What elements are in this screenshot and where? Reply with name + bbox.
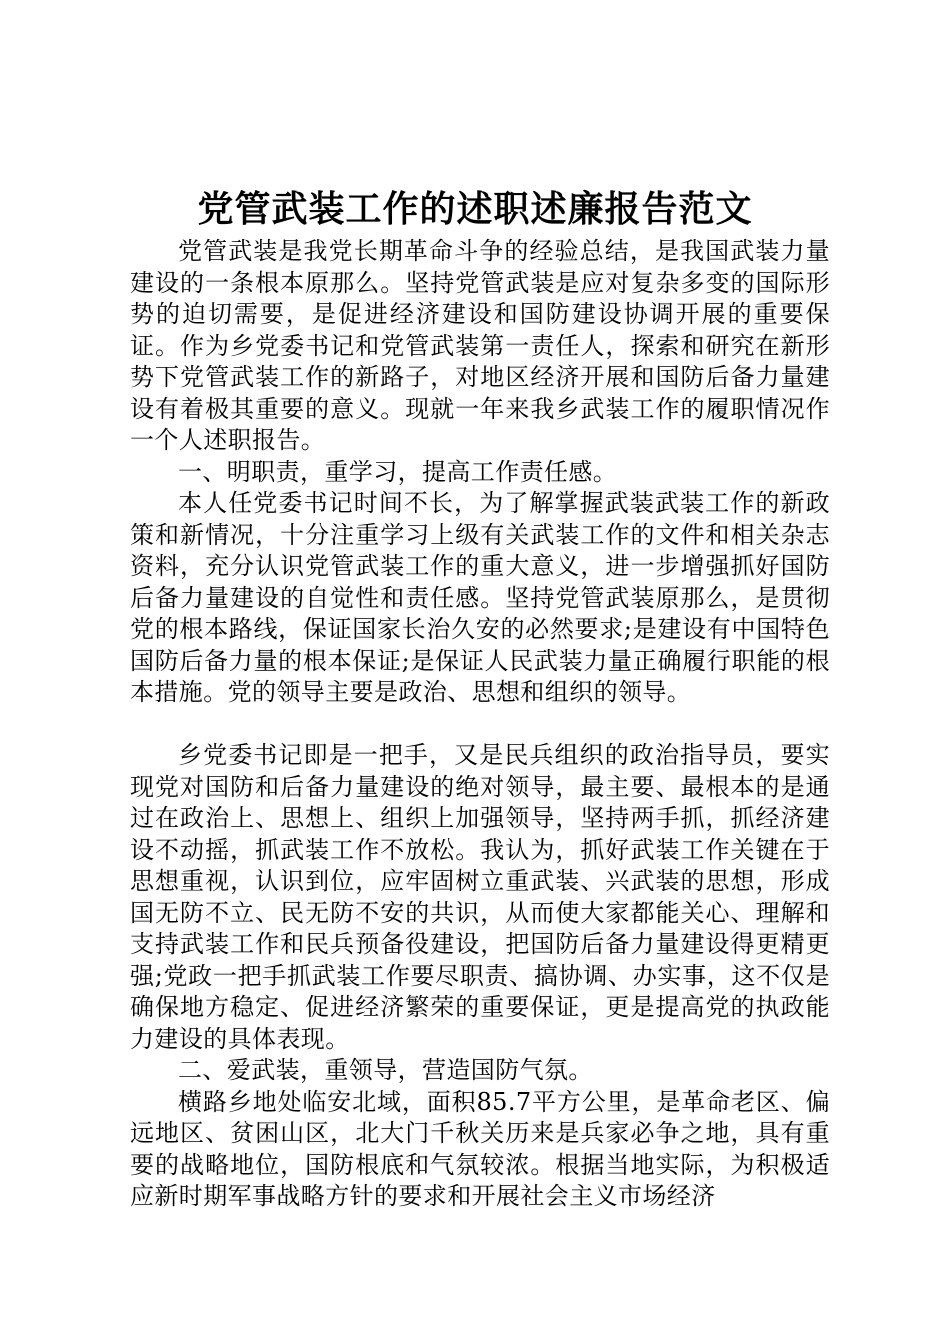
paragraph-section-1-continued: 乡党委书记即是一把手，又是民兵组织的政治指导员，要实现党对国防和后备力量建设的绝对领导，最主要、最根本的是通过在政治上、思想上、组织上加强领导，坚持两手抓，抓经济建设不动摇，抓武装工作不放松。我认为，抓好武装工作关键在于思想重视，认识到位，应牢固树立重武装、兴武装的思想，形成国无防不立、民无防不安的共识，从而使大家都能关心、理解和支持武装工作和民兵预备役建设，把国防后备力量建设得更精更强;党政一把手抓武装工作要尽职责、搞协调、办实事，这不仅是确保地方稳定、促进经济繁荣的重要保证，更是提高党的执政能力建设的具体表现。 bbox=[130, 741, 830, 1053]
paragraph-section-2: 横路乡地处临安北域，面积85.7平方公里，是革命老区、偏远地区、贫困山区，北大门千秋关历来是兵家必争之地，具有重要的战略地位，国防根底和气氛较浓。根据当地实际，为积极适应新时期军事战略方针的要求和开展社会主义市场经济 bbox=[130, 1087, 830, 1210]
section-heading-2: 二、爱武装，重领导，营造国防气氛。 bbox=[178, 1056, 593, 1084]
paragraph-intro: 党管武装是我党长期革命斗争的经验总结，是我国武装力量建设的一条根本原那么。坚持党管武装是应对复杂多变的国际形势的迫切需要，是促进经济建设和国防建设协调开展的重要保证。作为乡党委书记和党管武装第一责任人，探索和研究在新形势下党管武装工作的新路子，对地区经济开展和国防后备力量建设有着极其重要的意义。现就一年来我乡武装工作的履职情况作一个人述职报告。 bbox=[130, 237, 830, 454]
document-body bbox=[130, 236, 830, 1213]
section-heading-1: 一、明职责，重学习，提高工作责任感。 bbox=[178, 457, 618, 486]
document-title: 党管武装工作的述职述廉报告范文 bbox=[197, 188, 753, 230]
paragraph-section-1: 本人任党委书记时间不长，为了解掌握武装武装工作的新政策和新情况，十分注重学习上级有关武装工作的文件和相关杂志资料，充分认识党管武装工作的重大意义，进一步增强抓好国防后备力量建设的自觉性和责任感。坚持党管武装原那么，是贯彻党的根本路线，保证国家长治久安的必然要求;是建设有中国特色国防后备力量的根本保证;是保证人民武装力量正确履行职能的根本措施。党的领导主要是政治、思想和组织的领导。 bbox=[130, 489, 830, 706]
